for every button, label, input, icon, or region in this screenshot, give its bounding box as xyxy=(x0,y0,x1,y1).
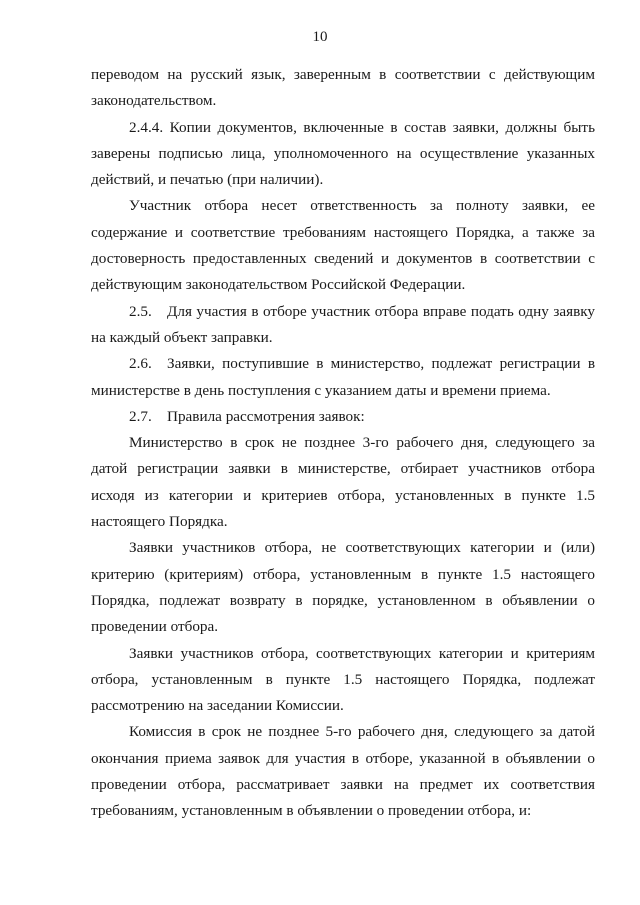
paragraph-text: Комиссия в срок не позднее 5-го рабочего дня, следующего за датой окончания приема заявок для участия в отборе, указанной в объявлении о проведении отбора, рассматривает заявки на предмет их соответствия требованиям, установленным в объявлении о проведении отбора, и: xyxy=(91,723,595,820)
paragraph-participant-responsibility xyxy=(91,193,595,298)
paragraph-2-6 xyxy=(91,351,595,404)
paragraph-text: Заявки участников отбора, не соответствующих категории и (или) критерию (критериям) отбора, установленным в пункте 1.5 настоящего Порядка, подлежат возврату в порядке, установленном в объявлении о проведении отбора. xyxy=(91,539,595,636)
paragraph-commission-consideration xyxy=(91,641,595,720)
paragraph-returned-applications xyxy=(91,535,595,640)
paragraph-text: Правила рассмотрения заявок: xyxy=(167,407,365,425)
paragraph-text: Заявки, поступившие в министерство, подлежат регистрации в министерстве в день поступления с указанием даты и времени приема. xyxy=(91,355,595,399)
document-body xyxy=(91,62,595,825)
paragraph-2-5 xyxy=(91,299,595,352)
paragraph-text: 2.4.4. Копии документов, включенные в состав заявки, должны быть заверены подписью лица, уполномоченного на осуществление указанных действий, и печатью (при наличии). xyxy=(91,118,595,189)
paragraph-2-7 xyxy=(91,404,595,430)
page-number: 10 xyxy=(312,29,328,45)
paragraph-text: Министерство в срок не позднее 3-го рабочего дня, следующего за датой регистрации заявки в министерстве, отбирает участников отбора исходя из категории и критериев отбора, установленных в пункте 1.5 настоящего Порядка. xyxy=(91,434,595,531)
paragraph-number: 2.6. xyxy=(129,355,152,373)
paragraph-number: 2.7. xyxy=(129,407,152,425)
paragraph-2-4-4 xyxy=(91,115,595,194)
paragraph-text: Участник отбора несет ответственность за полноту заявки, ее содержание и соответствие требованиям настоящего Порядка, а также за достоверность предоставленных сведений и документов в соответствии с действующим законодательством Российской Федерации. xyxy=(91,197,595,294)
paragraph-text: Для участия в отборе участник отбора вправе подать одну заявку на каждый объект заправки. xyxy=(91,302,595,346)
paragraph-ministry-review xyxy=(91,430,595,535)
paragraph-translation-continuation xyxy=(91,62,595,115)
paragraph-number: 2.5. xyxy=(129,302,152,320)
paragraph-text: Заявки участников отбора, соответствующих категории и критериям отбора, установленным в пункте 1.5 настоящего Порядка, подлежат рассмотрению на заседании Комиссии. xyxy=(91,644,595,715)
paragraph-commission-deadline xyxy=(91,719,595,824)
paragraph-text: переводом на русский язык, заверенным в соответствии с действующим законодательством. xyxy=(91,66,595,110)
